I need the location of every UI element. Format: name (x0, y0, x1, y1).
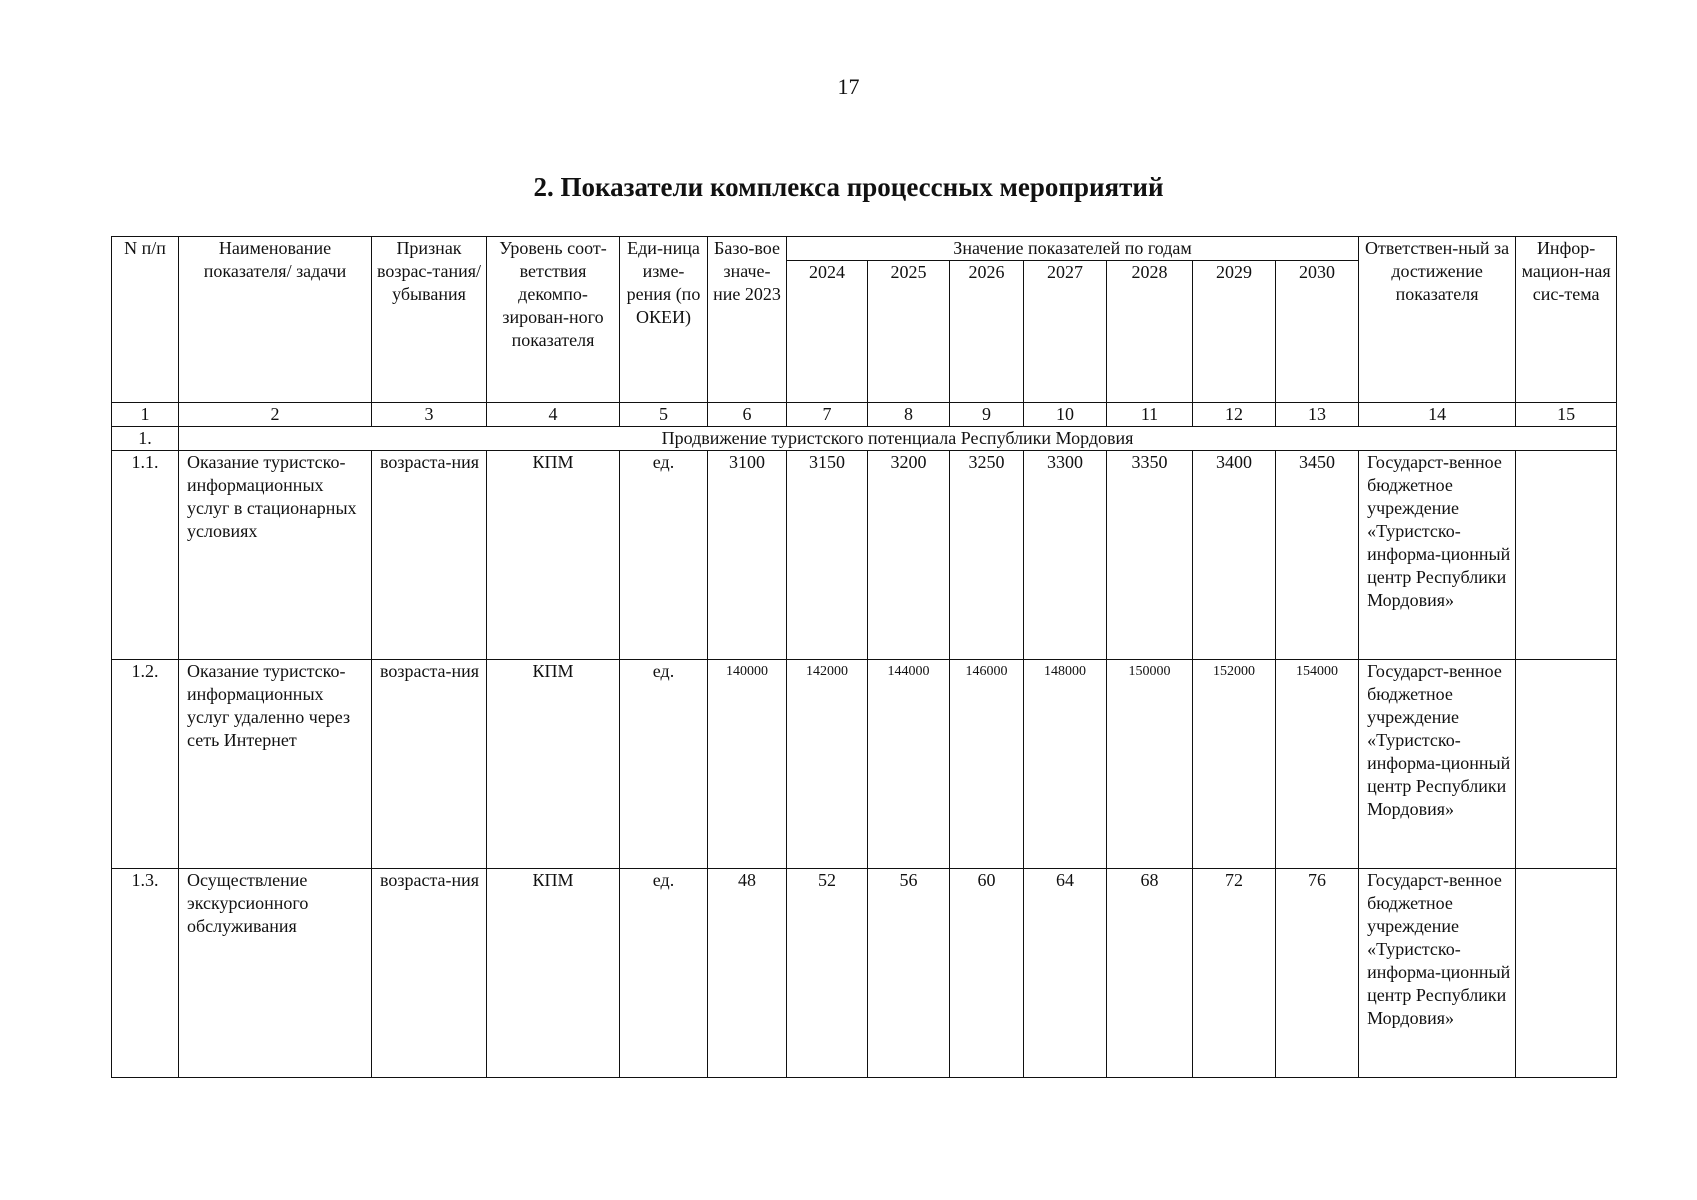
header-year: 2028 (1107, 261, 1193, 403)
column-number-cell: 5 (620, 403, 708, 427)
row-year-value: 154000 (1276, 660, 1359, 869)
row-year-value: 3450 (1276, 451, 1359, 660)
row-responsible: Государст-венное бюджетное учреждение «Туристско-информа-ционный центр Республики Мордовия» (1359, 660, 1516, 869)
header-year: 2030 (1276, 261, 1359, 403)
header-trend: Признак возрас-тания/ убывания (372, 237, 487, 403)
column-number-cell: 7 (787, 403, 868, 427)
header-year: 2025 (868, 261, 950, 403)
table-row (112, 660, 1617, 869)
row-unit: ед. (620, 660, 708, 869)
header-year: 2027 (1024, 261, 1107, 403)
row-year-value: 3250 (950, 451, 1024, 660)
row-year-value: 144000 (868, 660, 950, 869)
column-number-cell: 4 (487, 403, 620, 427)
column-number-cell: 6 (708, 403, 787, 427)
header-unit: Еди-ница изме-рения (по ОКЕИ) (620, 237, 708, 403)
table-row (112, 451, 1617, 660)
row-level: КПМ (487, 869, 620, 1078)
column-number-cell: 9 (950, 403, 1024, 427)
row-year-value: 142000 (787, 660, 868, 869)
header-level: Уровень соот-ветствия декомпо-зирован-ного показателя (487, 237, 620, 403)
column-number-cell: 11 (1107, 403, 1193, 427)
column-number-cell: 13 (1276, 403, 1359, 427)
row-name: Оказание туристско-информационных услуг в стационарных условиях (179, 451, 372, 660)
column-number-cell: 10 (1024, 403, 1107, 427)
column-number-cell: 1 (112, 403, 179, 427)
row-info-system (1516, 660, 1617, 869)
row-year-value: 3150 (787, 451, 868, 660)
header-year: 2026 (950, 261, 1024, 403)
row-num: 1.2. (112, 660, 179, 869)
header-year: 2029 (1193, 261, 1276, 403)
header-years-group: Значение показателей по годам (787, 237, 1359, 261)
row-base: 3100 (708, 451, 787, 660)
row-responsible: Государст-венное бюджетное учреждение «Туристско-информа-ционный центр Республики Мордовия» (1359, 869, 1516, 1078)
section-row (112, 427, 1617, 451)
row-year-value: 146000 (950, 660, 1024, 869)
column-number-cell: 15 (1516, 403, 1617, 427)
row-responsible: Государст-венное бюджетное учреждение «Туристско-информа-ционный центр Республики Мордовия» (1359, 451, 1516, 660)
header-name: Наименование показателя/ задачи (179, 237, 372, 403)
section-num: 1. (112, 427, 179, 451)
row-base: 140000 (708, 660, 787, 869)
row-info-system (1516, 451, 1617, 660)
row-name: Осуществление экскурсионного обслуживания (179, 869, 372, 1078)
row-year-value: 3400 (1193, 451, 1276, 660)
column-numbers-row (112, 403, 1617, 427)
column-number-cell: 2 (179, 403, 372, 427)
row-year-value: 76 (1276, 869, 1359, 1078)
row-num: 1.3. (112, 869, 179, 1078)
row-year-value: 3200 (868, 451, 950, 660)
header-responsible: Ответствен-ный за достижение показателя (1359, 237, 1516, 403)
header-info-system: Инфор-мацион-ная сис-тема (1516, 237, 1617, 403)
row-base: 48 (708, 869, 787, 1078)
row-year-value: 152000 (1193, 660, 1276, 869)
page-number: 17 (837, 74, 860, 99)
header-base: Базо-вое значе-ние 2023 (708, 237, 787, 403)
row-trend: возраста-ния (372, 869, 487, 1078)
row-level: КПМ (487, 660, 620, 869)
indicators-table (111, 236, 1617, 1078)
row-year-value: 68 (1107, 869, 1193, 1078)
table-row (112, 869, 1617, 1078)
header-num: N п/п (112, 237, 179, 403)
row-year-value: 148000 (1024, 660, 1107, 869)
row-year-value: 60 (950, 869, 1024, 1078)
row-name: Оказание туристско-информационных услуг удаленно через сеть Интернет (179, 660, 372, 869)
header-year: 2024 (787, 261, 868, 403)
row-year-value: 3300 (1024, 451, 1107, 660)
column-number-cell: 14 (1359, 403, 1516, 427)
row-num: 1.1. (112, 451, 179, 660)
row-trend: возраста-ния (372, 451, 487, 660)
row-level: КПМ (487, 451, 620, 660)
row-year-value: 56 (868, 869, 950, 1078)
row-year-value: 72 (1193, 869, 1276, 1078)
row-year-value: 3350 (1107, 451, 1193, 660)
row-year-value: 150000 (1107, 660, 1193, 869)
row-unit: ед. (620, 451, 708, 660)
column-number-cell: 8 (868, 403, 950, 427)
column-number-cell: 12 (1193, 403, 1276, 427)
row-year-value: 64 (1024, 869, 1107, 1078)
row-unit: ед. (620, 869, 708, 1078)
section-title: Продвижение туристского потенциала Республики Мордовия (179, 427, 1617, 451)
header-row (112, 237, 1617, 261)
row-info-system (1516, 869, 1617, 1078)
page-title: 2. Показатели комплекса процессных мероприятий (533, 172, 1164, 202)
row-year-value: 52 (787, 869, 868, 1078)
column-number-cell: 3 (372, 403, 487, 427)
row-trend: возраста-ния (372, 660, 487, 869)
